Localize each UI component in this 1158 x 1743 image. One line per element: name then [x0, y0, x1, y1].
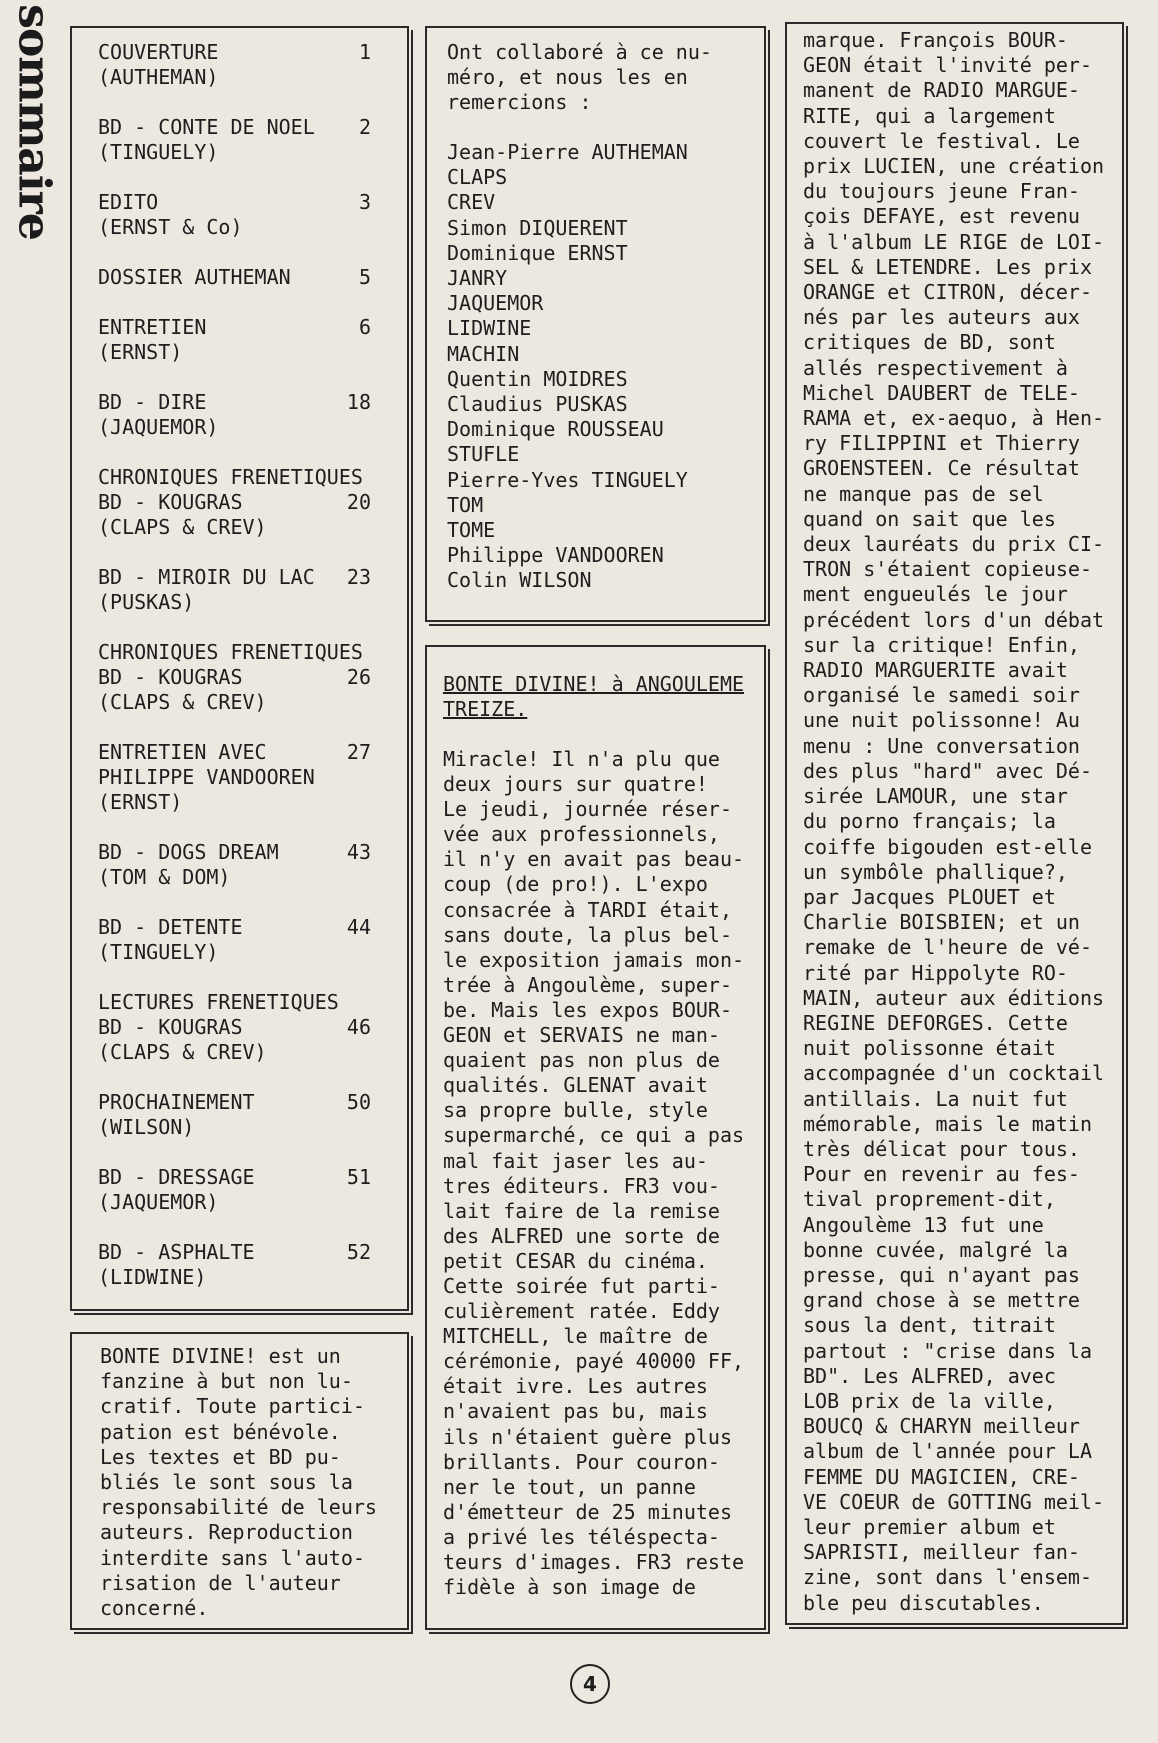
contributor-name: Dominique ROUSSEAU — [447, 417, 664, 442]
toc-entry-subtitle: (CLAPS & CREV) — [98, 1040, 267, 1064]
toc-entry-title — [98, 1090, 381, 1115]
toc-page-number: 26 — [346, 665, 371, 689]
toc-entry — [98, 1240, 381, 1290]
toc-entry — [98, 390, 381, 440]
toc-entry-title — [98, 265, 381, 290]
toc-entry-subtitle: (PUSKAS) — [98, 590, 195, 614]
toc-page-number: 43 — [346, 840, 371, 864]
toc-entry-subtitle: (LIDWINE) — [98, 1265, 207, 1289]
contributor-name: Simon DIQUERENT — [447, 215, 628, 240]
toc-entry-title — [98, 115, 381, 140]
toc-entry-subtitle: (TOM & DOM) — [98, 865, 231, 889]
toc-line-text: BD - DOGS DREAM — [98, 840, 279, 864]
toc-page-number: 2 — [358, 115, 371, 139]
toc-page-number: 46 — [346, 1015, 371, 1039]
contributor-name: CREV — [447, 190, 496, 215]
toc-line-text: ENTRETIEN AVEC — [98, 740, 267, 764]
toc-entry — [98, 40, 381, 90]
toc-line-text: BD - KOUGRAS — [98, 490, 243, 514]
toc-entry-subtitle: (TINGUELY) — [98, 140, 219, 164]
toc-entry-subtitle: (ERNST & Co) — [98, 215, 243, 239]
article-continued-box — [785, 22, 1124, 1625]
toc-entry-subtitle: (WILSON) — [98, 1115, 195, 1139]
toc-entry-subtitle: (CLAPS & CREV) — [98, 515, 267, 539]
contributor-name: TOM — [447, 492, 484, 517]
contributor-name: MACHIN — [447, 341, 520, 366]
contributor-name: Claudius PUSKAS — [447, 392, 628, 417]
contributor-name: STUFLE — [447, 442, 520, 467]
toc-line-text: ENTRETIEN — [98, 315, 207, 339]
toc-line-text: BD - MIROIR DU LAC — [98, 565, 315, 589]
toc-line-text: BD - KOUGRAS — [98, 665, 243, 689]
disclaimer-box — [70, 1332, 409, 1630]
toc-entry-subtitle: (TINGUELY) — [98, 940, 219, 964]
toc-page-number: 23 — [346, 565, 371, 589]
toc-entry-subtitle — [98, 1015, 381, 1040]
toc-entry-subtitle: PHILIPPE VANDOOREN — [98, 765, 315, 789]
contributor-name: Jean-Pierre AUTHEMAN — [447, 140, 688, 164]
toc-entry — [98, 915, 381, 965]
section-title-text: sommaire — [8, 4, 60, 240]
toc-entry-subtitle: (JAQUEMOR) — [98, 1190, 219, 1214]
contributor-name: CLAPS — [447, 165, 508, 190]
toc-page-number: 27 — [346, 740, 371, 764]
toc-entry — [98, 465, 381, 540]
toc-entry-title — [98, 840, 381, 865]
toc-entry-subtitle — [98, 490, 381, 515]
toc-entry-subtitle: (ERNST) — [98, 790, 183, 814]
disclaimer-text: BONTE DIVINE! est un fanzine à but non lu- cratif. Toute partici- pation est bénévole. Les textes et BD pu- bliés le sont sous la responsabilité de leurs auteurs. Reproduction interdite sans l'auto- risation de l'auteur concerné. — [100, 1344, 377, 1621]
contributors-list — [447, 140, 746, 594]
article-box — [425, 645, 766, 1630]
toc-entry — [98, 190, 381, 240]
toc-entry-title — [98, 565, 381, 590]
contributor-name: LIDWINE — [447, 316, 532, 341]
toc-entry-title: LECTURES FRENETIQUES — [98, 990, 339, 1014]
toc-line-text: BD - DRESSAGE — [98, 1165, 255, 1189]
toc-line-text: BD - CONTE DE NOEL — [98, 115, 315, 139]
contributor-name: Dominique ERNST — [447, 240, 628, 265]
toc-page-number: 1 — [358, 40, 371, 64]
toc-line-text: BD - ASPHALTE — [98, 1240, 255, 1264]
toc-page-number: 20 — [346, 490, 371, 514]
toc-entry — [98, 115, 381, 165]
toc-entry-subtitle: (AUTHEMAN) — [98, 65, 219, 89]
toc-entry-title — [98, 915, 381, 940]
toc-line-text: PROCHAINEMENT — [98, 1090, 255, 1114]
toc-entry — [98, 265, 381, 290]
contributor-name: JANRY — [447, 266, 508, 291]
toc-entry-subtitle — [98, 665, 381, 690]
toc-entry — [98, 565, 381, 615]
toc-page-number: 5 — [358, 265, 371, 289]
toc-page-number: 50 — [346, 1090, 371, 1114]
contributors-intro: Ont collaboré à ce nu- méro, et nous les en remercions : — [447, 40, 712, 114]
toc-entry-title — [98, 315, 381, 340]
toc-entry-title — [98, 1240, 381, 1265]
toc-line-text: EDITO — [98, 190, 159, 214]
toc-page-number: 52 — [346, 1240, 371, 1264]
toc-entry-title — [98, 390, 381, 415]
table-of-contents — [70, 26, 409, 1311]
toc-entry-title — [98, 1165, 381, 1190]
toc-entry-subtitle: (JAQUEMOR) — [98, 415, 219, 439]
toc-line-text: BD - DETENTE — [98, 915, 243, 939]
toc-entry-title — [98, 40, 381, 65]
toc-line-text: BD - KOUGRAS — [98, 1015, 243, 1039]
contributor-name: Pierre-Yves TINGUELY — [447, 467, 688, 492]
toc-page-number: 51 — [346, 1165, 371, 1189]
toc-entry — [98, 1165, 381, 1215]
toc-entry — [98, 1090, 381, 1140]
toc-entry-title: CHRONIQUES FRENETIQUES — [98, 465, 363, 489]
toc-page-number: 18 — [346, 390, 371, 414]
section-title-vertical — [4, 4, 64, 240]
toc-page-number: 44 — [346, 915, 371, 939]
article-body: Miracle! Il n'a plu que deux jours sur quatre! Le jeudi, journée réser- vée aux professionnels, il n'y en avait pas beau- coup (de pro!). L'expo consacrée à TARDI était, sans doute, la plus bel- le exposition jamais mon- trée à Angoulème, super- be. Mais les expos BOUR- GEON et SERVAIS ne man- quaient pas non plus de qualités. GLENAT avait sa propre bulle, style supermarché, ce qui a pas mal fait jaser les au- tres éditeurs. FR3 vou- lait faire de la remise des ALFRED une sorte de petit CESAR du cinéma. Cette soirée fut parti- culièrement ratée. Eddy MITCHELL, le maître de cérémonie, payé 40000 FF, était ivre. Les autres n'avaient pas bu, mais ils n'étaient guère plus brillants. Pour couron- ner le tout, un panne d'émetteur de 25 minutes a privé les téléspecta- teurs d'images. FR3 reste fidèle à son image de — [443, 747, 745, 1600]
contributors-box — [425, 26, 766, 622]
page-number: 4 — [570, 1664, 610, 1704]
toc-entry — [98, 740, 381, 815]
toc-entry — [98, 640, 381, 715]
toc-line-text: BD - DIRE — [98, 390, 207, 414]
toc-entry-subtitle: (ERNST) — [98, 340, 183, 364]
toc-entry — [98, 315, 381, 365]
toc-line-text: DOSSIER AUTHEMAN — [98, 265, 291, 289]
article-headline: BONTE DIVINE! à ANGOULEME TREIZE. — [443, 672, 745, 721]
contributor-name: TOME — [447, 518, 496, 543]
toc-page-number: 6 — [358, 315, 371, 339]
contributor-name: Colin WILSON — [447, 568, 592, 593]
toc-entry-title — [98, 190, 381, 215]
toc-line-text: COUVERTURE — [98, 40, 219, 64]
contributor-name: Philippe VANDOOREN — [447, 543, 664, 568]
contributor-name: Quentin MOIDRES — [447, 366, 628, 391]
toc-entry — [98, 990, 381, 1065]
toc-entry-title — [98, 740, 381, 765]
article-continued-text: marque. François BOUR- GEON était l'invité per- manent de RADIO MARGUE- RITE, qui a largement couvert le festival. Le prix LUCIEN, une création du toujours jeune Fran- çois DEFAYE, est revenu à l'album LE RIGE de LOI- SEL & LETENDRE. Les prix ORANGE et CITRON, décer- nés par les auteurs aux critiques de BD, sont allés respectivement à Michel DAUBERT de TELE- RAMA et, ex-aequo, à Hen- ry FILIPPINI et Thierry GROENSTEEN. Ce résultat ne manque pas de sel quand on sait que les deux lauréats du prix CI- TRON s'étaient copieuse- ment engueulés le jour précédent lors d'un débat sur la critique! Enfin, RADIO MARGUERITE avait organisé le samedi soir une nuit polissonne! Au menu : Une conversation des plus "hard" avec Dé- sirée LAMOUR, une star du porno français; la coiffe bigouden est-elle un symbôle phallique?, par Jacques PLOUET et Charlie BOISBIEN; et un remake de l'heure de vé- rité par Hippolyte RO- MAIN, auteur aux éditions REGINE DEFORGES. Cette nuit polissonne était accompagnée d'un cocktail antillais. La nuit fut mémorable, mais le matin très délicat pour tous. Pour en revenir au fes- tival proprement-dit, Angoulème 13 fut une bonne cuvée, malgré la presse, qui n'ayant pas grand chose à se mettre sous la dent, titrait partout : "crise dans la BD". Les ALFRED, avec LOB prix de la ville, BOUCQ & CHARYN meilleur album de l'année pour LA FEMME DU MAGICIEN, CRE- VE COEUR de GOTTING meil- leur premier album et SAPRISTI, meilleur fan- zine, sont dans l'ensem- ble peu discutables. — [803, 28, 1105, 1615]
toc-page-number: 3 — [358, 190, 371, 214]
toc-entry-title: CHRONIQUES FRENETIQUES — [98, 640, 363, 664]
toc-entry-subtitle: (CLAPS & CREV) — [98, 690, 267, 714]
toc-entry — [98, 840, 381, 890]
contributor-name: JAQUEMOR — [447, 291, 544, 316]
